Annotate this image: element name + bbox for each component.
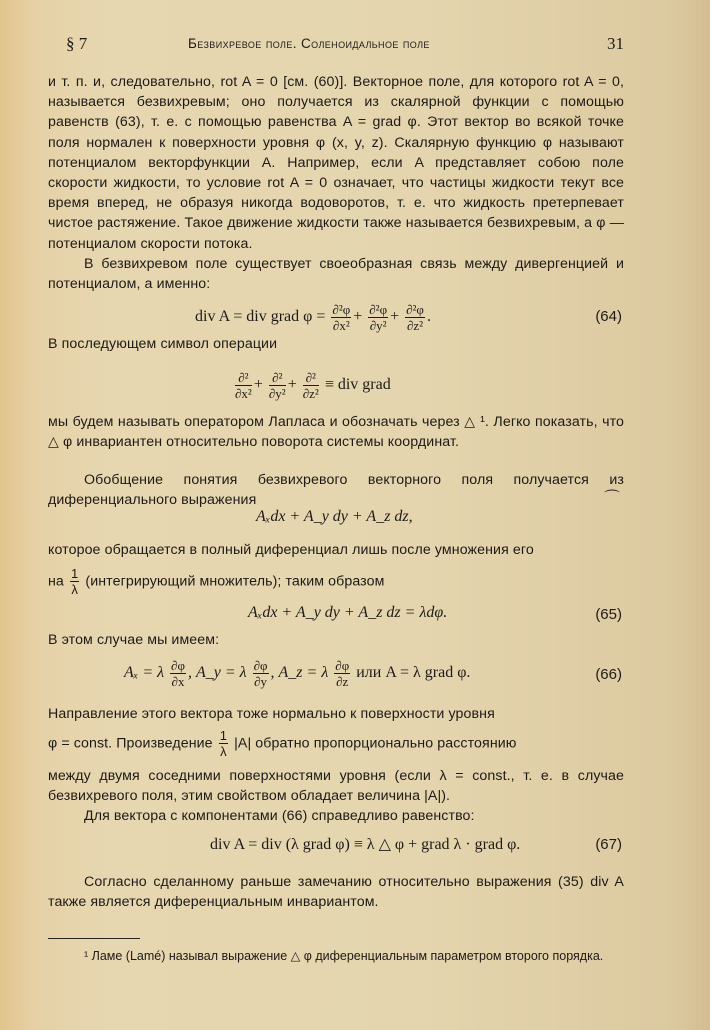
running-title: Безвихревое поле. Соленоидальное поле <box>188 36 430 51</box>
paragraph-9c: между двумя соседними поверхностями уровня (если λ = const., т. е. в случае безвихревого поля, этим свойством обладает величина |A|). <box>48 768 624 805</box>
laplace-rhs: ≡ div grad <box>324 376 391 394</box>
fraction: $\frac{\text{∂²}}{\text{∂x²}}$ <box>235 370 252 401</box>
paragraph-10: Для вектора с компонентами (66) справедливо равенство: <box>84 808 475 824</box>
paragraph-9b <box>48 728 624 759</box>
fraction-one-over-lambda: $\frac{1}{\lambda}$ <box>219 728 228 759</box>
equation-number: (64) <box>595 308 622 325</box>
p9b-pre: φ = const. Произведение <box>48 735 213 752</box>
paragraph-3: В последующем символ операции <box>48 336 278 352</box>
running-header <box>48 34 624 54</box>
equation-number: (66) <box>595 666 622 683</box>
equation-64: div A = div grad φ = $\frac{\text{∂²φ}}{\text{∂x²}}$ + $\frac{\text{∂²φ}}{\text{∂y²}}$ + $\frac{\text{∂²φ}}{\text{∂z²}}$ . (64) <box>195 302 622 333</box>
paragraph-7 <box>48 566 624 597</box>
equation-number: (67) <box>595 836 622 853</box>
equation-67 <box>48 830 624 870</box>
paragraph-11: Согласно сделанному раньше замечанию относительно выражения (35) div A также является диференциальным инвариантом. <box>48 874 624 911</box>
equation-number: (65) <box>595 606 622 623</box>
margin-pencil-mark: ⌒ <box>604 490 621 507</box>
differential-expression <box>48 502 624 542</box>
fraction: $\frac{\text{∂²}}{\text{∂z²}}$ <box>302 370 319 401</box>
fraction: $\frac{\partial\varphi}{\partial z}$ <box>335 658 350 689</box>
eq64-lhs: div A = div grad φ = <box>195 308 326 326</box>
p7-text: (интегрирующий множитель); таким образом <box>85 573 385 590</box>
paragraph-6: которое обращается в полный диференциал лишь после умножения его <box>48 542 534 558</box>
fraction: $\frac{\text{∂²φ}}{\text{∂y²}}$ <box>369 302 388 333</box>
p9b-post: |A| обратно пропорционально расстоянию <box>234 735 517 752</box>
laplace-operator-equation: $\frac{\text{∂²}}{\text{∂x²}}$ + $\frac{\text{∂²}}{\text{∂y²}}$ + $\frac{\text{∂²}}{\text{∂z²}}$ ≡ div grad <box>235 370 391 401</box>
fraction: $\frac{\text{∂²φ}}{\text{∂x²}}$ <box>332 302 351 333</box>
fraction-one-over-lambda: $\frac{1}{\lambda}$ <box>70 566 79 597</box>
diff-expr-text: Aₓdx + A_y dy + A_z dz, <box>256 508 413 525</box>
paragraph-5: Обобщение понятия безвихревого векторного поля получается из диференциального выражения <box>48 472 624 509</box>
paragraph-4: мы будем называть оператором Лапласа и обозначать через △ ¹. Легко показать, что △ φ инвариантен относительно поворота системы координат. <box>48 414 624 451</box>
fraction: $\frac{\text{∂²φ}}{\text{∂z²}}$ <box>406 302 424 333</box>
footnote-divider <box>48 938 140 939</box>
fraction: $\frac{\partial\varphi}{\partial x}$ <box>171 658 185 689</box>
eq65-body: Aₓdx + A_y dy + A_z dz = λdφ. <box>248 604 448 621</box>
paragraph-2: В безвихревом поле существует своеобразная связь между дивергенцией и потенциалом, а именно: <box>48 256 624 293</box>
p7-prefix: на <box>48 573 64 590</box>
paragraph-1: и т. п. и, следовательно, rot A = 0 [см. (60)]. Векторное поле, для которого rot A = 0, называется безвихревым; оно получается из скалярной функции с помощью равенств (63), т. е. с помощью равенства A = grad φ. Этот вектор во всякой точке поля нормален к поверхности уровня φ (x, y, z). Скалярную функцию φ называют потенциалом векторфункции A. Например, если A представляет собою поле скорости жидкости, то условие rot A = 0 означает, что частицы жидкости текут все время вперед, не образуя никогда водоворотов, т. е. что жидкость претерпевает чистое растяжение. Такое движение жидкости также называется безвихревым, а φ — потенциалом скорости потока. <box>48 74 624 252</box>
equation-66: Aₓ = λ $\frac{\partial\varphi}{\partial x}$ , A_y = λ $\frac{\partial\varphi}{\partial y}$ , A_z = λ $\frac{\partial\varphi}{\partial z}$ или A = λ grad φ. (66) <box>124 658 622 689</box>
paragraph-8: В этом случае мы имеем: <box>48 632 220 648</box>
fraction: $\frac{\partial\varphi}{\partial y}$ <box>253 658 268 689</box>
eq67-body: div A = div (λ grad φ) ≡ λ △ φ + grad λ · grad φ. <box>210 836 521 853</box>
footnote: ¹ Ламе (Lamé) называл выражение △ φ диференциальным параметром второго порядка. <box>84 949 604 963</box>
page-number: 31 <box>607 34 624 53</box>
section-number: § 7 <box>66 34 88 53</box>
fraction: $\frac{\text{∂²}}{\text{∂y²}}$ <box>268 370 286 401</box>
paragraph-9a: Направление этого вектора тоже нормально к поверхности уровня <box>48 706 495 722</box>
